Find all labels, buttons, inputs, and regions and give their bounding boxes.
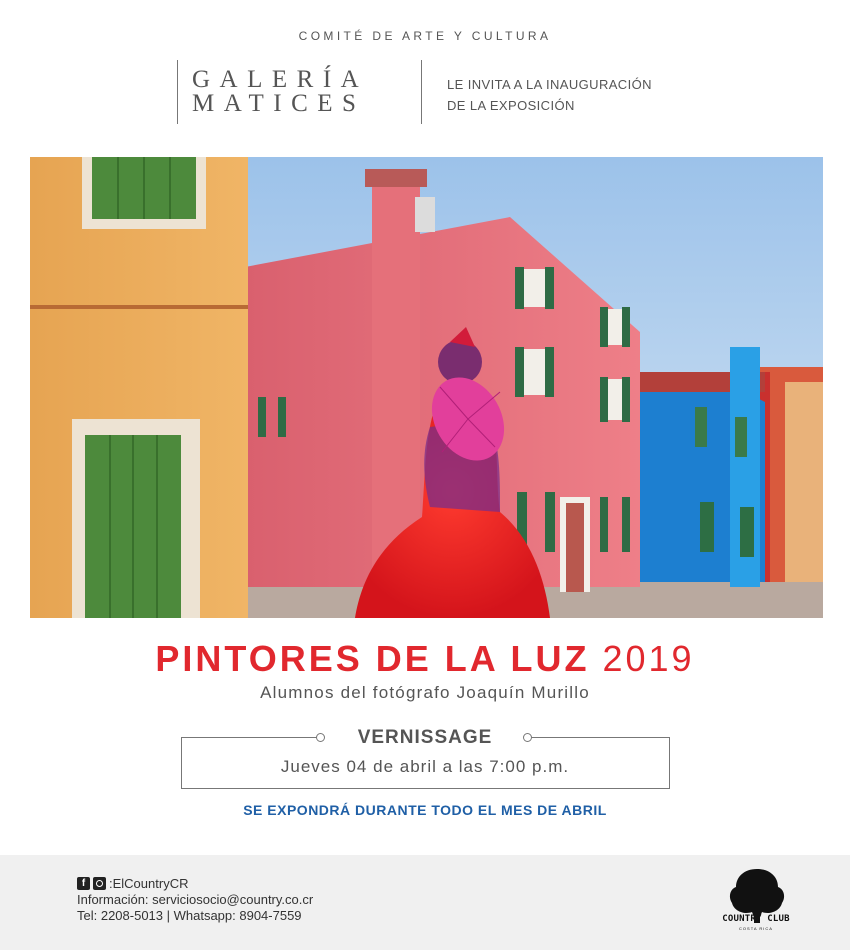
title-main: PINTORES DE LA LUZ bbox=[155, 638, 590, 679]
footer bbox=[0, 855, 850, 950]
info-phone: Tel: 2208-5013 | Whatsapp: 8904-7559 bbox=[77, 908, 302, 923]
country-club-logo-subtext: COSTA RICA bbox=[739, 926, 773, 931]
logo-line-2: MATICES bbox=[192, 90, 366, 117]
galeria-logo bbox=[177, 60, 422, 124]
logo-line-1: GALERÍA bbox=[192, 66, 369, 93]
exhibition-photo bbox=[30, 157, 823, 618]
invite-line-2: DE LA EXPOSICIÓN bbox=[447, 98, 575, 113]
vernissage-label: VERNISSAGE bbox=[357, 727, 493, 748]
invite-line-1: LE INVITA A LA INAUGURACIÓN bbox=[447, 77, 652, 92]
exhibition-title bbox=[0, 638, 850, 680]
invitation-text bbox=[447, 74, 652, 116]
facebook-icon[interactable]: f bbox=[77, 877, 90, 890]
instagram-icon[interactable] bbox=[93, 877, 106, 890]
tree-icon bbox=[722, 865, 792, 945]
title-year: 2019 bbox=[602, 638, 695, 679]
exhibition-subtitle: Alumnos del fotógrafo Joaquín Murillo bbox=[260, 683, 590, 702]
vernissage-date: Jueves 04 de abril a las 7:00 p.m. bbox=[280, 757, 570, 776]
committee-heading: COMITÉ DE ARTE Y CULTURA bbox=[298, 29, 552, 43]
social-row bbox=[77, 876, 188, 891]
country-club-logo-text: COUNTRY CLUB bbox=[722, 914, 790, 924]
exhibition-duration: SE EXPONDRÁ DURANTE TODO EL MES DE ABRIL bbox=[243, 802, 607, 818]
contact-info bbox=[77, 892, 313, 924]
social-handle[interactable]: :ElCountryCR bbox=[109, 876, 189, 891]
info-email[interactable]: Información: serviciosocio@country.co.cr bbox=[77, 892, 314, 907]
